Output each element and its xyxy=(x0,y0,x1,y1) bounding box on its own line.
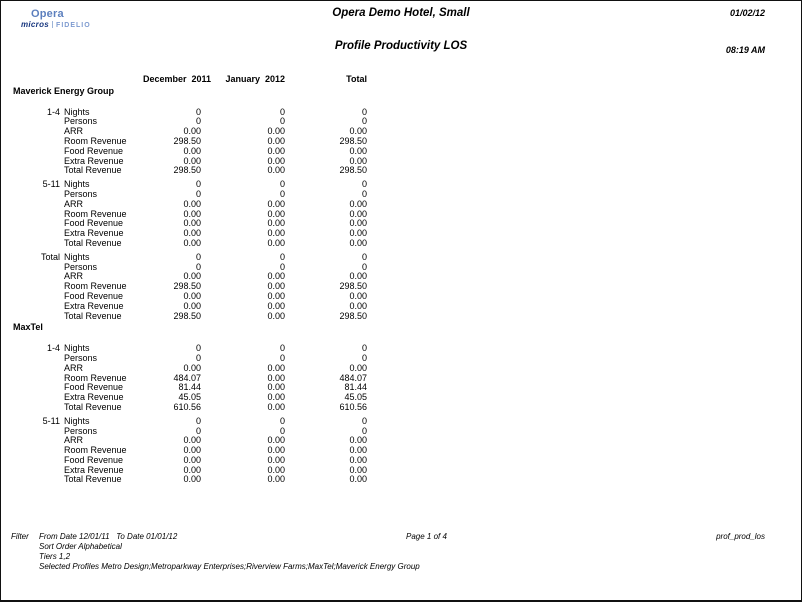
bucket-label xyxy=(1,117,60,127)
filter-line: Sort Order Alphabetical xyxy=(39,542,122,551)
value-cell: 0.00 xyxy=(349,290,367,301)
value-cell: 0.00 xyxy=(267,362,285,373)
value-cell: 0 xyxy=(279,188,285,199)
table-row xyxy=(1,253,381,263)
bucket-label xyxy=(1,219,60,229)
filter-line: From Date 12/01/11 To Date 01/01/12 xyxy=(39,532,178,541)
micros-logo-text: micros xyxy=(21,20,50,29)
bucket-label xyxy=(1,210,60,220)
metric-label: Room Revenue xyxy=(64,372,127,383)
table-row xyxy=(1,108,381,118)
bucket-label: 1-4 xyxy=(46,106,60,117)
metric-label: Extra Revenue xyxy=(64,392,124,403)
bucket-label xyxy=(1,466,60,476)
value-cell: 0.00 xyxy=(183,218,201,229)
report-title: Profile Productivity LOS xyxy=(334,40,468,52)
bucket-block xyxy=(1,344,381,413)
bucket-label xyxy=(1,446,60,456)
value-cell: 0 xyxy=(361,425,367,436)
value-cell: 0.00 xyxy=(349,228,367,239)
value-cell: 45.05 xyxy=(344,392,367,403)
table-row xyxy=(1,475,381,485)
metric-label: ARR xyxy=(64,271,84,282)
value-cell: 0.00 xyxy=(183,155,201,166)
value-cell: 0.00 xyxy=(183,454,201,465)
value-cell: 0.00 xyxy=(183,271,201,282)
value-cell: 298.50 xyxy=(339,165,367,176)
logo-separator xyxy=(52,21,53,28)
bucket-label xyxy=(1,364,60,374)
bucket-label xyxy=(1,302,60,312)
bucket-label xyxy=(1,239,60,249)
value-cell: 0.00 xyxy=(183,126,201,137)
value-cell: 0 xyxy=(195,261,201,272)
bucket-label: 5-11 xyxy=(42,415,60,426)
metric-label: Food Revenue xyxy=(64,145,124,156)
value-cell: 0 xyxy=(361,261,367,272)
value-cell: 0.00 xyxy=(267,401,285,412)
value-cell: 0 xyxy=(195,179,201,190)
metric-label: Total Revenue xyxy=(64,165,122,176)
bucket-label xyxy=(1,436,60,446)
metric-label: Room Revenue xyxy=(64,445,127,456)
bucket-label xyxy=(1,292,60,302)
value-cell: 0 xyxy=(279,179,285,190)
value-cell: 0.00 xyxy=(267,218,285,229)
value-cell: 0.00 xyxy=(349,454,367,465)
value-cell: 0.00 xyxy=(267,474,285,485)
value-cell: 0.00 xyxy=(267,392,285,403)
bucket-label xyxy=(1,312,60,322)
value-cell: 298.50 xyxy=(173,135,201,146)
column-header-spacer xyxy=(60,75,143,85)
bucket-label xyxy=(1,427,60,437)
value-cell: 0 xyxy=(279,251,285,262)
metric-label: Extra Revenue xyxy=(64,464,124,475)
value-cell: 0 xyxy=(195,116,201,127)
metric-label: Room Revenue xyxy=(64,208,127,219)
value-cell: 0 xyxy=(279,415,285,426)
metric-label: Food Revenue xyxy=(64,454,124,465)
bucket-label xyxy=(1,354,60,364)
metric-label: Food Revenue xyxy=(64,382,124,393)
value-cell: 0 xyxy=(279,116,285,127)
report-table xyxy=(1,75,381,485)
value-cell: 0.00 xyxy=(183,228,201,239)
metric-label: Persons xyxy=(64,261,98,272)
bucket-block xyxy=(1,180,381,249)
value-cell: 0.00 xyxy=(183,198,201,209)
value-cell: 0 xyxy=(361,188,367,199)
value-cell: 0 xyxy=(195,415,201,426)
metric-label: ARR xyxy=(64,198,84,209)
value-cell: 0.00 xyxy=(349,362,367,373)
value-cell: 0.00 xyxy=(267,228,285,239)
fidelio-logo-text: FIDELIO xyxy=(56,22,91,29)
value-cell: 0.00 xyxy=(183,290,201,301)
value-cell: 0 xyxy=(361,116,367,127)
metric-label: Nights xyxy=(64,251,90,262)
value-cell: 0.00 xyxy=(267,382,285,393)
value-cell: 0 xyxy=(195,343,201,354)
value-cell: 0.00 xyxy=(267,155,285,166)
metric-label: Persons xyxy=(64,116,98,127)
metric-label: ARR xyxy=(64,126,84,137)
group-name: MaxTel xyxy=(13,322,43,333)
metric-label: Persons xyxy=(64,425,98,436)
bucket-label xyxy=(1,475,60,485)
value-cell: 0 xyxy=(279,261,285,272)
bucket-label: 1-4 xyxy=(46,343,60,354)
value-cell: 0.00 xyxy=(183,300,201,311)
metric-label: Nights xyxy=(64,106,90,117)
value-cell: 484.07 xyxy=(173,372,201,383)
value-cell: 0.00 xyxy=(349,208,367,219)
value-cell: 0 xyxy=(195,188,201,199)
bucket-label xyxy=(1,200,60,210)
value-cell: 0.00 xyxy=(183,435,201,446)
value-cell: 0 xyxy=(361,415,367,426)
value-cell: 0 xyxy=(279,343,285,354)
value-cell: 0.00 xyxy=(183,464,201,475)
bucket-label xyxy=(1,263,60,273)
metric-label: Nights xyxy=(64,415,90,426)
value-cell: 0 xyxy=(195,106,201,117)
value-cell: 0.00 xyxy=(267,208,285,219)
column-header: December 2011 xyxy=(143,74,212,84)
value-cell: 298.50 xyxy=(173,310,201,321)
bucket-block xyxy=(1,417,381,486)
value-cell: 0.00 xyxy=(267,281,285,292)
value-cell: 0 xyxy=(195,251,201,262)
table-row xyxy=(1,180,381,190)
metric-label: Persons xyxy=(64,188,98,199)
metric-label: Total Revenue xyxy=(64,310,122,321)
bucket-label xyxy=(1,383,60,393)
table-row xyxy=(1,312,381,322)
value-cell: 0 xyxy=(361,352,367,363)
value-cell: 0.00 xyxy=(267,372,285,383)
metric-label: Total Revenue xyxy=(64,474,122,485)
metric-label: Extra Revenue xyxy=(64,300,124,311)
metric-label: Total Revenue xyxy=(64,401,122,412)
value-cell: 81.44 xyxy=(178,382,201,393)
bucket-label: Total xyxy=(40,251,60,262)
metric-label: Food Revenue xyxy=(64,290,124,301)
value-cell: 0.00 xyxy=(267,454,285,465)
group-name: Maverick Energy Group xyxy=(13,85,115,96)
value-cell: 0.00 xyxy=(349,198,367,209)
value-cell: 0.00 xyxy=(267,145,285,156)
value-cell: 0.00 xyxy=(349,464,367,475)
bucket-block xyxy=(1,108,381,177)
column-header-spacer xyxy=(1,75,60,85)
value-cell: 298.50 xyxy=(173,165,201,176)
bucket-label xyxy=(1,374,60,384)
value-cell: 0 xyxy=(279,352,285,363)
bucket-label xyxy=(1,137,60,147)
filter-lines xyxy=(39,532,420,572)
page-number: Page 1 of 4 xyxy=(406,532,447,541)
value-cell: 0.00 xyxy=(183,145,201,156)
value-cell: 0.00 xyxy=(183,362,201,373)
bucket-label xyxy=(1,157,60,167)
report-run-time: 08:19 AM xyxy=(725,45,765,55)
table-row xyxy=(1,403,381,413)
value-cell: 0.00 xyxy=(267,271,285,282)
value-cell: 298.50 xyxy=(339,135,367,146)
report-run-date: 01/02/12 xyxy=(729,8,765,18)
value-cell: 0.00 xyxy=(183,445,201,456)
column-header-row xyxy=(1,75,381,85)
bucket-label xyxy=(1,393,60,403)
bucket-label xyxy=(1,166,60,176)
table-row xyxy=(1,344,381,354)
value-cell: 0.00 xyxy=(349,445,367,456)
value-cell: 484.07 xyxy=(339,372,367,383)
metric-label: Room Revenue xyxy=(64,135,127,146)
value-cell: 0.00 xyxy=(267,165,285,176)
value-cell: 0 xyxy=(279,425,285,436)
metric-label: Nights xyxy=(64,179,90,190)
metric-label: Nights xyxy=(64,343,90,354)
value-cell: 0.00 xyxy=(267,464,285,475)
value-cell: 0.00 xyxy=(349,155,367,166)
value-cell: 0.00 xyxy=(267,135,285,146)
value-cell: 0.00 xyxy=(183,237,201,248)
bucket-label xyxy=(1,190,60,200)
value-cell: 0.00 xyxy=(267,300,285,311)
value-cell: 0 xyxy=(195,352,201,363)
value-cell: 45.05 xyxy=(178,392,201,403)
value-cell: 298.50 xyxy=(339,281,367,292)
value-cell: 0 xyxy=(195,425,201,436)
value-cell: 0 xyxy=(361,251,367,262)
bucket-label xyxy=(1,127,60,137)
value-cell: 0.00 xyxy=(349,218,367,229)
hotel-name-title: Opera Demo Hotel, Small xyxy=(332,7,470,19)
value-cell: 0.00 xyxy=(349,474,367,485)
value-cell: 610.56 xyxy=(173,401,201,412)
table-row xyxy=(1,239,381,249)
bucket-block xyxy=(1,253,381,322)
value-cell: 0.00 xyxy=(349,237,367,248)
value-cell: 298.50 xyxy=(173,281,201,292)
value-cell: 0.00 xyxy=(267,435,285,446)
value-cell: 0.00 xyxy=(267,237,285,248)
bucket-label xyxy=(1,229,60,239)
value-cell: 0.00 xyxy=(349,300,367,311)
value-cell: 0 xyxy=(361,106,367,117)
micros-fidelio-line xyxy=(21,20,91,31)
value-cell: 0.00 xyxy=(267,198,285,209)
value-cell: 0.00 xyxy=(267,445,285,456)
value-cell: 0.00 xyxy=(349,126,367,137)
value-cell: 0.00 xyxy=(349,435,367,446)
value-cell: 0 xyxy=(279,106,285,117)
filter-label: Filter xyxy=(11,532,29,541)
value-cell: 0.00 xyxy=(349,145,367,156)
filter-line: Tiers 1,2 xyxy=(39,552,71,561)
bucket-label xyxy=(1,456,60,466)
metric-label: ARR xyxy=(64,435,84,446)
value-cell: 0.00 xyxy=(183,474,201,485)
metric-label: Extra Revenue xyxy=(64,155,124,166)
value-cell: 81.44 xyxy=(344,382,367,393)
value-cell: 0 xyxy=(361,179,367,190)
report-code: prof_prod_los xyxy=(716,532,765,541)
value-cell: 0.00 xyxy=(267,290,285,301)
value-cell: 0.00 xyxy=(267,126,285,137)
value-cell: 298.50 xyxy=(339,310,367,321)
bucket-label xyxy=(1,272,60,282)
opera-logo-text: Opera xyxy=(31,8,64,20)
metric-label: Persons xyxy=(64,352,98,363)
bucket-label: 5-11 xyxy=(42,179,60,190)
table-row xyxy=(1,166,381,176)
bucket-label xyxy=(1,147,60,157)
column-header: January 2012 xyxy=(225,74,285,84)
metric-label: ARR xyxy=(64,362,84,373)
metric-label: Extra Revenue xyxy=(64,228,124,239)
metric-label: Room Revenue xyxy=(64,281,127,292)
value-cell: 0.00 xyxy=(183,208,201,219)
value-cell: 0.00 xyxy=(349,271,367,282)
table-row xyxy=(1,417,381,427)
column-header: Total xyxy=(346,74,367,84)
value-cell: 610.56 xyxy=(339,401,367,412)
bucket-label xyxy=(1,282,60,292)
filter-line: Selected Profiles Metro Design;Metroparkway Enterprises;Riverview Farms;MaxTel;Maverick Energy Group xyxy=(39,562,420,571)
value-cell: 0.00 xyxy=(267,310,285,321)
metric-label: Total Revenue xyxy=(64,237,122,248)
value-cell: 0 xyxy=(361,343,367,354)
bucket-label xyxy=(1,403,60,413)
metric-label: Food Revenue xyxy=(64,218,124,229)
